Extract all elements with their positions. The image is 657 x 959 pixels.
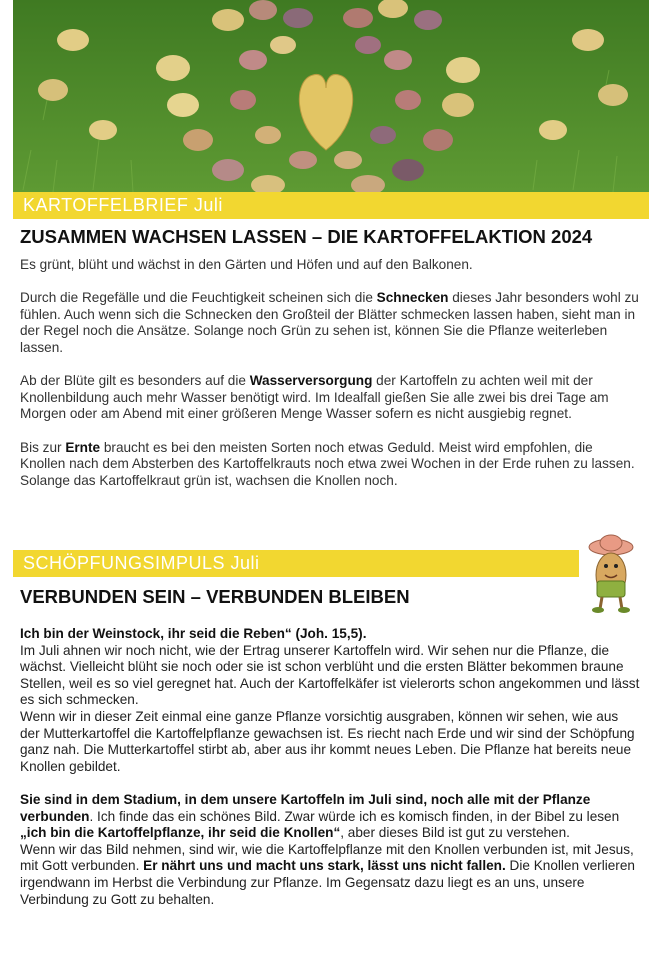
p2-pre-text: Durch die Regefälle und die Feuchtigkeit scheinen sich die xyxy=(20,290,377,306)
p3-text-end: , aber dieses Bild ist gut zu verstehen. xyxy=(340,825,570,841)
section1-body xyxy=(20,257,640,506)
potato-heart-photo xyxy=(13,0,649,192)
section1-paragraph-4 xyxy=(20,440,640,490)
p3-pre-text: Ab der Blüte gilt es besonders auf die xyxy=(20,373,250,389)
p4-bold-text: Ernte xyxy=(65,439,101,455)
section-band-schoepfungsimpuls: SCHÖPFUNGSIMPULS Juli xyxy=(13,550,579,577)
p3-post-text: der Kartoffeln zu achten weil mit der Knollenbildung auch mehr Wasser benötigt wird. Im Idealfall gießen Sie alle zwei bis drei Tage am Morgen oder am Abend mit einer größeren Menge Wasser sofern es nicht ausgiebig regnet. xyxy=(20,373,609,422)
section2-paragraph-2: Wenn wir in dieser Zeit einmal eine ganze Pflanze vorsichtig ausgraben, können wir sehen, wie aus der Mutterkartoffel die Kartoffelpflanze gewachsen ist. Es riecht nach Erde und wir sind der Schöpfung ganz nah. Die Mutterkartoffel stirbt ab, aber aus ihr kommt neues Leben. Die Pflanze hat bereits neue Knollen gebildet. xyxy=(20,708,635,774)
section2-paragraph-1: Im Juli ahnen wir noch nicht, wie der Ertrag unserer Kartoffeln wird. Wir sehen nur die Pflanze, die wächst. Vielleicht blüht sie noch oder sie ist schon verblüht und die ersten Blätter bekommen braune Stellen, weil es so viel geregnet hat. Auch der Kartoffelkäfer ist vielerorts schon angekommen und lässt es sich schmecken. xyxy=(20,642,640,708)
p4-pre-text: Bis zur xyxy=(20,439,66,455)
section2-block-1 xyxy=(20,626,640,775)
section-band-kartoffelbrief: KARTOFFELBRIEF Juli xyxy=(13,192,649,219)
p2-post-text: dieses Jahr besonders wohl zu fühlen. Auch wenn sich die Schnecken den Großteil der Blätter schmecken lassen haben, sieht man in der Regel noch die Ansätze. Solange noch Grün zu sehen ist, können Sie die Pflanze weiterleben lassen. xyxy=(20,290,639,355)
hero-photo xyxy=(13,0,649,192)
section1-title: ZUSAMMEN WACHSEN LASSEN – DIE KARTOFFELAKTION 2024 xyxy=(20,226,593,247)
p3-bold-quote: „ich bin die Kartoffelpflanze, ihr seid die Knollen“ xyxy=(20,825,341,841)
p3-bold-text: Wasserversorgung xyxy=(249,373,373,389)
p2-bold-text: Schnecken xyxy=(376,290,449,306)
section1-paragraph-3 xyxy=(20,373,640,423)
p4-post-text: braucht es bei den meisten Sorten noch etwas Geduld. Meist wird empfohlen, die Knollen nach dem Absterben des Kartoffelkrauts noch etwa zwei Wochen in der Erde ruhen zu lassen. Solange das Kartoffelkraut grün ist, wachsen die Knollen noch. xyxy=(20,439,635,488)
section2-paragraph-3 xyxy=(20,792,640,842)
section2-title: VERBUNDEN SEIN – VERBUNDEN BLEIBEN xyxy=(20,586,410,607)
p4-bold-text: Er nährt uns und macht uns stark, lässt uns nicht fallen. xyxy=(143,858,506,874)
p3-text-mid: . Ich finde das ein schönes Bild. Zwar würde ich es komisch finden, in der Bibel zu lesen xyxy=(89,808,620,824)
p4-text-end: Die Knollen verlieren irgendwann im Herbst die Verbindung zur Pflanze. Im Gegensatz dazu liegt es an uns, unsere Verbindung zu Gott zu behalten. xyxy=(20,858,635,907)
section2-body xyxy=(20,626,640,908)
section1-paragraph-1: Es grünt, blüht und wächst in den Gärten und Höfen und auf den Balkonen. xyxy=(20,257,473,272)
p4-text-lead: Wenn wir das Bild nehmen, sind wir, wie die Kartoffelpflanze mit den Knollen verbunden ist, mit Jesus, mit Gott verbunden. xyxy=(20,841,634,874)
bible-quote: Ich bin der Weinstock, ihr seid die Reben“ (Joh. 15,5). xyxy=(20,626,367,641)
p3-bold-lead: Sie sind in dem Stadium, in dem unsere Kartoffeln im Juli sind, noch alle mit der Pflanze verbunden xyxy=(20,791,591,824)
potato-mascot-icon xyxy=(584,533,638,613)
section1-paragraph-2 xyxy=(20,290,640,356)
section2-block-2 xyxy=(20,792,640,908)
section2-paragraph-4 xyxy=(20,842,640,908)
